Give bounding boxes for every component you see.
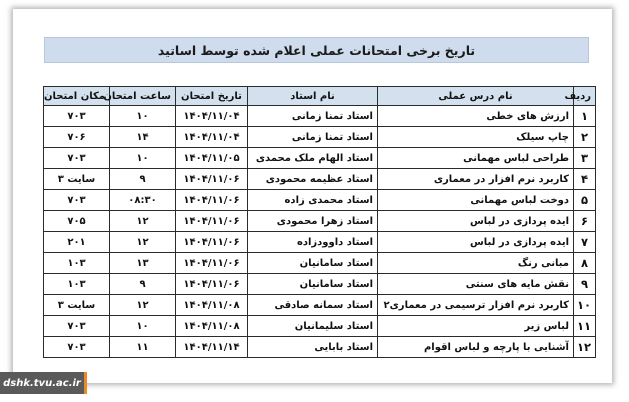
table-row bbox=[44, 106, 596, 127]
cell-time: ۹ bbox=[110, 169, 176, 190]
cell-date: ۱۴۰۴/۱۱/۰۸ bbox=[176, 316, 248, 337]
site-watermark: dshk.tvu.ac.ir bbox=[0, 372, 87, 394]
cell-teacher: استاد محمدی زاده bbox=[248, 190, 378, 211]
cell-teacher: استاد بابایی bbox=[248, 337, 378, 358]
cell-date: ۱۴۰۴/۱۱/۰۸ bbox=[176, 295, 248, 316]
cell-teacher: استاد زهرا محمودی bbox=[248, 211, 378, 232]
cell-row-no: ۱ bbox=[574, 106, 596, 127]
header-row-no: ردیف bbox=[574, 87, 596, 106]
table-row bbox=[44, 127, 596, 148]
cell-place: ۷۰۵ bbox=[44, 211, 110, 232]
cell-row-no: ۱۰ bbox=[574, 295, 596, 316]
cell-teacher: استاد سامانیان bbox=[248, 274, 378, 295]
cell-course: مبانی رنگ bbox=[378, 253, 574, 274]
cell-teacher: استاد تمنا زمانی bbox=[248, 127, 378, 148]
table-row bbox=[44, 253, 596, 274]
cell-course: ایده پردازی در لباس bbox=[378, 232, 574, 253]
cell-date: ۱۴۰۴/۱۱/۰۴ bbox=[176, 106, 248, 127]
cell-place: ۱۰۳ bbox=[44, 253, 110, 274]
cell-time: ۱۴ bbox=[110, 127, 176, 148]
header-time: ساعت امتحان bbox=[110, 87, 176, 106]
cell-place: ۷۰۳ bbox=[44, 148, 110, 169]
cell-place: سایت ۳ bbox=[44, 295, 110, 316]
cell-time: ۱۰ bbox=[110, 148, 176, 169]
header-date: تاریخ امتحان bbox=[176, 87, 248, 106]
cell-row-no: ۷ bbox=[574, 232, 596, 253]
cell-row-no: ۱۱ bbox=[574, 316, 596, 337]
cell-date: ۱۴۰۴/۱۱/۰۶ bbox=[176, 190, 248, 211]
header-teacher: نام استاد bbox=[248, 87, 378, 106]
cell-place: سایت ۳ bbox=[44, 169, 110, 190]
table-row bbox=[44, 274, 596, 295]
cell-course: آشنایی با پارچه و لباس اقوام bbox=[378, 337, 574, 358]
table-row bbox=[44, 316, 596, 337]
cell-row-no: ۴ bbox=[574, 169, 596, 190]
cell-row-no: ۱۲ bbox=[574, 337, 596, 358]
cell-row-no: ۶ bbox=[574, 211, 596, 232]
cell-teacher: استاد سمانه صادقی bbox=[248, 295, 378, 316]
table-row bbox=[44, 295, 596, 316]
cell-course: کاربرد نرم افزار ترسیمی در معماری۲ bbox=[378, 295, 574, 316]
cell-course: ارزش های خطی bbox=[378, 106, 574, 127]
cell-date: ۱۴۰۴/۱۱/۰۵ bbox=[176, 148, 248, 169]
table-row bbox=[44, 232, 596, 253]
header-place: مکان امتحان bbox=[44, 87, 110, 106]
cell-place: ۱۰۳ bbox=[44, 274, 110, 295]
cell-time: ۱۱ bbox=[110, 337, 176, 358]
cell-date: ۱۴۰۴/۱۱/۰۶ bbox=[176, 232, 248, 253]
cell-date: ۱۴۰۴/۱۱/۰۶ bbox=[176, 211, 248, 232]
cell-teacher: استاد سامانیان bbox=[248, 253, 378, 274]
cell-date: ۱۴۰۴/۱۱/۰۶ bbox=[176, 274, 248, 295]
cell-time: ۱۳ bbox=[110, 253, 176, 274]
table-row bbox=[44, 337, 596, 358]
cell-row-no: ۲ bbox=[574, 127, 596, 148]
cell-course: لباس زیر bbox=[378, 316, 574, 337]
cell-time: ۱۰ bbox=[110, 106, 176, 127]
page-title: تاریخ برخی امتحانات عملی اعلام شده توسط اساتید bbox=[44, 37, 589, 63]
cell-teacher: استاد تمنا زمانی bbox=[248, 106, 378, 127]
cell-time: ۰۸:۳۰ bbox=[110, 190, 176, 211]
header-course: نام درس عملی bbox=[378, 87, 574, 106]
cell-place: ۷۰۳ bbox=[44, 106, 110, 127]
cell-date: ۱۴۰۴/۱۱/۰۶ bbox=[176, 169, 248, 190]
cell-row-no: ۸ bbox=[574, 253, 596, 274]
table-row bbox=[44, 190, 596, 211]
cell-teacher: استاد داوودزاده bbox=[248, 232, 378, 253]
table-row bbox=[44, 169, 596, 190]
table-row bbox=[44, 148, 596, 169]
cell-row-no: ۹ bbox=[574, 274, 596, 295]
cell-date: ۱۴۰۴/۱۱/۱۴ bbox=[176, 337, 248, 358]
cell-place: ۷۰۳ bbox=[44, 337, 110, 358]
cell-time: ۱۲ bbox=[110, 295, 176, 316]
cell-course: چاپ سیلک bbox=[378, 127, 574, 148]
cell-place: ۷۰۳ bbox=[44, 316, 110, 337]
cell-place: ۷۰۶ bbox=[44, 127, 110, 148]
cell-row-no: ۵ bbox=[574, 190, 596, 211]
cell-date: ۱۴۰۴/۱۱/۰۴ bbox=[176, 127, 248, 148]
cell-place: ۷۰۳ bbox=[44, 190, 110, 211]
exam-schedule-table bbox=[43, 86, 596, 358]
cell-time: ۱۲ bbox=[110, 211, 176, 232]
cell-place: ۲۰۱ bbox=[44, 232, 110, 253]
cell-course: ایده پردازی در لباس bbox=[378, 211, 574, 232]
table-header-row bbox=[44, 87, 596, 106]
cell-teacher: استاد سلیمانیان bbox=[248, 316, 378, 337]
table-row bbox=[44, 211, 596, 232]
cell-time: ۱۲ bbox=[110, 232, 176, 253]
cell-course: طراحی لباس مهمانی bbox=[378, 148, 574, 169]
cell-date: ۱۴۰۴/۱۱/۰۶ bbox=[176, 253, 248, 274]
cell-teacher: استاد الهام ملک محمدی bbox=[248, 148, 378, 169]
cell-course: کاربرد نرم افزار در معماری bbox=[378, 169, 574, 190]
cell-row-no: ۳ bbox=[574, 148, 596, 169]
cell-course: نقش مایه های سنتی bbox=[378, 274, 574, 295]
cell-time: ۹ bbox=[110, 274, 176, 295]
cell-teacher: استاد عظیمه محمودی bbox=[248, 169, 378, 190]
cell-time: ۱۰ bbox=[110, 316, 176, 337]
cell-course: دوخت لباس مهمانی bbox=[378, 190, 574, 211]
